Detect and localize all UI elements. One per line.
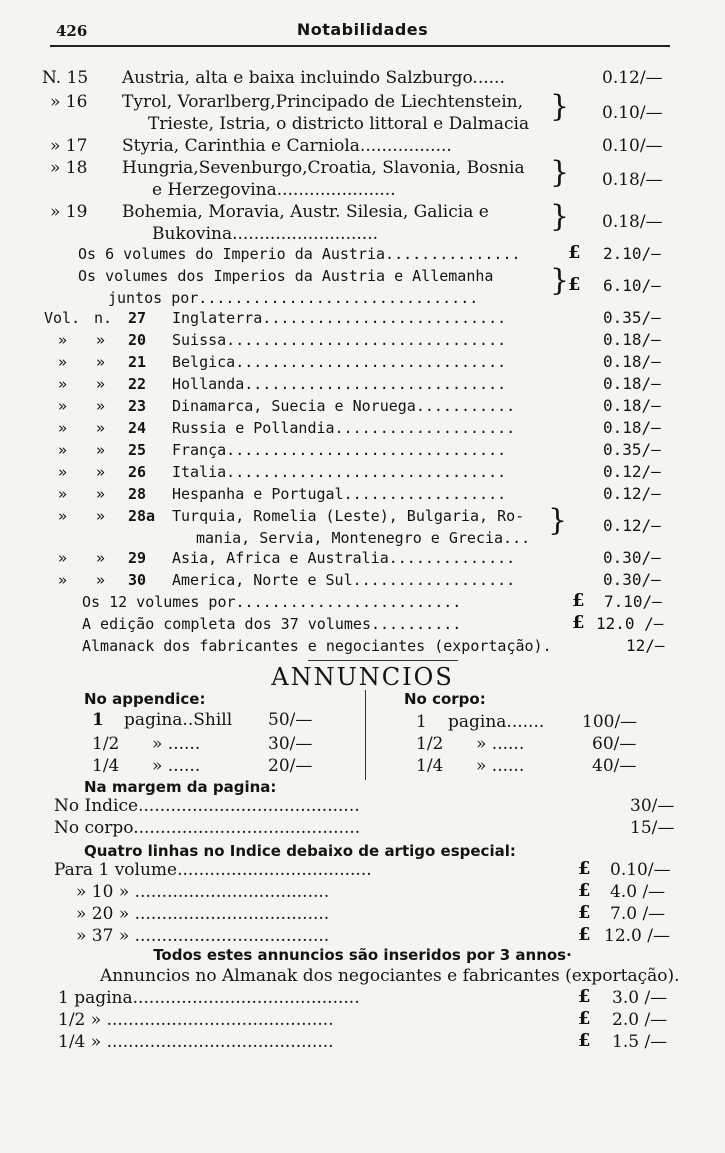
volume-prefix: Vol. bbox=[44, 309, 81, 327]
volume-n: » bbox=[96, 331, 106, 349]
quatro-label: Para 1 volume.................................... bbox=[54, 860, 372, 880]
volume-prefix: » bbox=[58, 571, 68, 589]
ad-label: » ...... bbox=[152, 756, 201, 776]
volume-n: » bbox=[96, 485, 106, 503]
volume-number: 23 bbox=[128, 397, 147, 415]
quatro-price: 12.0 /— bbox=[604, 926, 670, 946]
currency-symbol: £ bbox=[578, 858, 591, 879]
entry-text-continued: Trieste, Istria, o districto littoral e Dalmacia bbox=[148, 114, 530, 134]
volume-name: Suissa............................... bbox=[172, 331, 507, 349]
volume-n: n. bbox=[94, 309, 113, 327]
total-price: 12.0 /— bbox=[596, 614, 664, 633]
entry-price: 0.18/— bbox=[602, 212, 663, 232]
quatro-price: 7.0 /— bbox=[610, 904, 666, 924]
ad-price: 100/— bbox=[582, 712, 638, 732]
page-title: Notabilidades bbox=[296, 20, 429, 39]
ad-label: pagina..Shill bbox=[124, 710, 233, 730]
ad-label: pagina....... bbox=[448, 712, 545, 732]
volume-prefix: » bbox=[58, 419, 68, 437]
entry-price: 6.10/— bbox=[603, 276, 661, 295]
page-header bbox=[0, 0, 725, 60]
volume-price: 0.12/— bbox=[603, 484, 661, 503]
brace: } bbox=[550, 263, 570, 298]
volume-prefix: » bbox=[58, 441, 68, 459]
volume-prefix: » bbox=[58, 463, 68, 481]
entry-price: 0.12/— bbox=[602, 68, 663, 88]
currency-symbol: £ bbox=[568, 242, 581, 263]
entry-text: Styria, Carinthia e Carniola................. bbox=[122, 136, 452, 156]
volume-name: Inglaterra........................... bbox=[172, 309, 507, 327]
entry-text: Hungria,Sevenburgo,Croatia, Slavonia, Bosnia bbox=[122, 158, 525, 178]
ad-size: 1/2 bbox=[416, 734, 444, 754]
volume-prefix: » bbox=[58, 331, 68, 349]
volume-n: » bbox=[96, 441, 106, 459]
entry-text-continued: Bukovina........................... bbox=[152, 224, 379, 244]
entry-price: 0.10/— bbox=[602, 103, 663, 123]
entry-number: » 19 bbox=[50, 202, 88, 222]
almanak-price: 1.5 /— bbox=[612, 1032, 668, 1052]
volume-prefix: » bbox=[58, 397, 68, 415]
volume-n: » bbox=[96, 463, 106, 481]
almanak-heading: Annuncios no Almanak dos negociantes e fabricantes (exportação). bbox=[100, 966, 680, 986]
entry-number: » 17 bbox=[50, 136, 88, 156]
brace: } bbox=[550, 89, 570, 124]
entry-price: 0.10/— bbox=[602, 136, 663, 156]
volume-number: 22 bbox=[128, 375, 147, 393]
almanak-price: 2.0 /— bbox=[612, 1010, 668, 1030]
brace: } bbox=[550, 155, 570, 190]
currency-symbol: £ bbox=[568, 274, 581, 295]
volume-number: 26 bbox=[128, 463, 147, 481]
brace: } bbox=[550, 199, 570, 234]
quatro-label: » 20 » .................................... bbox=[76, 904, 330, 924]
entry-text: Os 6 volumes do Imperio da Austria............... bbox=[78, 245, 521, 263]
currency-symbol: £ bbox=[578, 1008, 591, 1029]
almanak-price: 3.0 /— bbox=[612, 988, 668, 1008]
volume-number: 24 bbox=[128, 419, 147, 437]
page-number: 426 bbox=[56, 22, 88, 40]
volume-price: 0.18/— bbox=[603, 352, 661, 371]
ad-price: 60/— bbox=[592, 734, 637, 754]
volume-number: 21 bbox=[128, 353, 147, 371]
quatro-price: 0.10/— bbox=[610, 860, 671, 880]
currency-symbol: £ bbox=[578, 924, 591, 945]
section-rule bbox=[308, 660, 458, 661]
volume-prefix: » bbox=[58, 507, 68, 525]
volume-price: 0.35/— bbox=[603, 308, 661, 327]
total-text: Os 12 volumes por......................... bbox=[82, 593, 462, 611]
ad-price: 20/— bbox=[268, 756, 313, 776]
ad-price: 30/— bbox=[268, 734, 313, 754]
volume-n: » bbox=[96, 375, 106, 393]
appendice-heading: No appendice: bbox=[84, 690, 206, 708]
volume-n: » bbox=[96, 571, 106, 589]
entry-text: Austria, alta e baixa incluindo Salzburgo...... bbox=[122, 68, 505, 88]
quatro-label: » 37 » .................................... bbox=[76, 926, 330, 946]
volume-name: Asia, Africa e Australia.............. bbox=[172, 549, 516, 567]
ad-size: 1/4 bbox=[92, 756, 120, 776]
volume-name: America, Norte e Sul.................. bbox=[172, 571, 516, 589]
volume-price: 0.18/— bbox=[603, 418, 661, 437]
currency-symbol: £ bbox=[578, 902, 591, 923]
margem-price: 15/— bbox=[630, 818, 675, 838]
ad-size: 1/4 bbox=[416, 756, 444, 776]
ad-size: 1/2 bbox=[92, 734, 120, 754]
footer-note: Todos estes annuncios são inseridos por 3 annos· bbox=[153, 946, 572, 964]
volume-price: 0.30/— bbox=[603, 570, 661, 589]
almanak-label: 1 pagina.......................................... bbox=[58, 988, 360, 1008]
quatro-price: 4.0 /— bbox=[610, 882, 666, 902]
ad-size: 1 bbox=[92, 710, 104, 730]
section-title: ANNUNCIOS bbox=[271, 663, 454, 691]
margem-heading: Na margem da pagina: bbox=[84, 778, 277, 796]
volume-prefix: » bbox=[58, 549, 68, 567]
volume-n: » bbox=[96, 507, 106, 525]
ad-label: » ...... bbox=[476, 756, 525, 776]
column-divider bbox=[365, 690, 366, 780]
total-text: Almanack dos fabricantes e negociantes (exportação). bbox=[82, 637, 552, 655]
volume-price: 0.30/— bbox=[603, 548, 661, 567]
entry-text: Bohemia, Moravia, Austr. Silesia, Galicia e bbox=[122, 202, 489, 222]
ad-size: 1 bbox=[416, 712, 427, 732]
volume-number: 28 bbox=[128, 485, 147, 503]
entry-text: Tyrol, Vorarlberg,Principado de Liechtenstein, bbox=[122, 92, 523, 112]
currency-symbol: £ bbox=[578, 986, 591, 1007]
volume-n: » bbox=[96, 549, 106, 567]
brace: } bbox=[548, 503, 568, 538]
volume-n: » bbox=[96, 419, 106, 437]
entry-number: N. 15 bbox=[42, 68, 89, 88]
volume-number: 27 bbox=[128, 309, 147, 327]
volume-number: 28a bbox=[128, 507, 156, 525]
ad-label: » ...... bbox=[476, 734, 525, 754]
almanak-label: 1/4 » .......................................... bbox=[58, 1032, 334, 1052]
volume-number: 30 bbox=[128, 571, 147, 589]
volume-price: 0.18/— bbox=[603, 330, 661, 349]
volume-price: 0.12/— bbox=[603, 516, 661, 535]
currency-symbol: £ bbox=[572, 590, 585, 611]
volume-prefix: » bbox=[58, 375, 68, 393]
total-price: 7.10/— bbox=[604, 592, 662, 611]
volume-price: 0.18/— bbox=[603, 374, 661, 393]
volume-name: Dinamarca, Suecia e Noruega........... bbox=[172, 397, 516, 415]
volume-name: França............................... bbox=[172, 441, 507, 459]
volume-n: » bbox=[96, 353, 106, 371]
entry-text: Os volumes dos Imperios da Austria e Allemanha bbox=[78, 267, 494, 285]
volume-name: Turquia, Romelia (Leste), Bulgaria, Ro- bbox=[172, 507, 525, 525]
volume-number: 20 bbox=[128, 331, 147, 349]
corpo-heading: No corpo: bbox=[404, 690, 486, 708]
entry-price: 2.10/— bbox=[603, 244, 661, 263]
currency-symbol: £ bbox=[572, 612, 585, 633]
currency-symbol: £ bbox=[578, 880, 591, 901]
entry-text-continued: e Herzegovina...................... bbox=[152, 180, 396, 200]
quatro-label: » 10 » .................................... bbox=[76, 882, 330, 902]
volume-n: » bbox=[96, 397, 106, 415]
volume-number: 29 bbox=[128, 549, 147, 567]
volume-name: Hollanda............................. bbox=[172, 375, 507, 393]
volume-prefix: » bbox=[58, 353, 68, 371]
total-price: 12/— bbox=[626, 636, 665, 655]
quatro-heading: Quatro linhas no Indice debaixo de artigo especial: bbox=[84, 842, 516, 860]
entry-price: 0.18/— bbox=[602, 170, 663, 190]
ad-label: » ...... bbox=[152, 734, 201, 754]
margem-label: No corpo.......................................... bbox=[54, 818, 361, 838]
margem-label: No Indice......................................... bbox=[54, 796, 360, 816]
entry-number: » 18 bbox=[50, 158, 88, 178]
volume-price: 0.12/— bbox=[603, 462, 661, 481]
ad-price: 50/— bbox=[268, 710, 313, 730]
total-text: A edição completa dos 37 volumes.......... bbox=[82, 615, 462, 633]
volume-price: 0.18/— bbox=[603, 396, 661, 415]
volume-name: Hespanha e Portugal.................. bbox=[172, 485, 507, 503]
margem-price: 30/— bbox=[630, 796, 675, 816]
volume-name: Italia............................... bbox=[172, 463, 507, 481]
volume-name-continued: mania, Servia, Montenegro e Grecia... bbox=[196, 529, 531, 547]
entry-number: » 16 bbox=[50, 92, 88, 112]
volume-number: 25 bbox=[128, 441, 147, 459]
volume-prefix: » bbox=[58, 485, 68, 503]
currency-symbol: £ bbox=[578, 1030, 591, 1051]
ad-price: 40/— bbox=[592, 756, 637, 776]
almanak-label: 1/2 » .......................................... bbox=[58, 1010, 334, 1030]
volume-name: Russia e Pollandia.................... bbox=[172, 419, 516, 437]
header-rule bbox=[50, 45, 670, 47]
volume-name: Belgica.............................. bbox=[172, 353, 507, 371]
volume-price: 0.35/— bbox=[603, 440, 661, 459]
entry-text-continued: juntos por............................... bbox=[108, 289, 479, 307]
